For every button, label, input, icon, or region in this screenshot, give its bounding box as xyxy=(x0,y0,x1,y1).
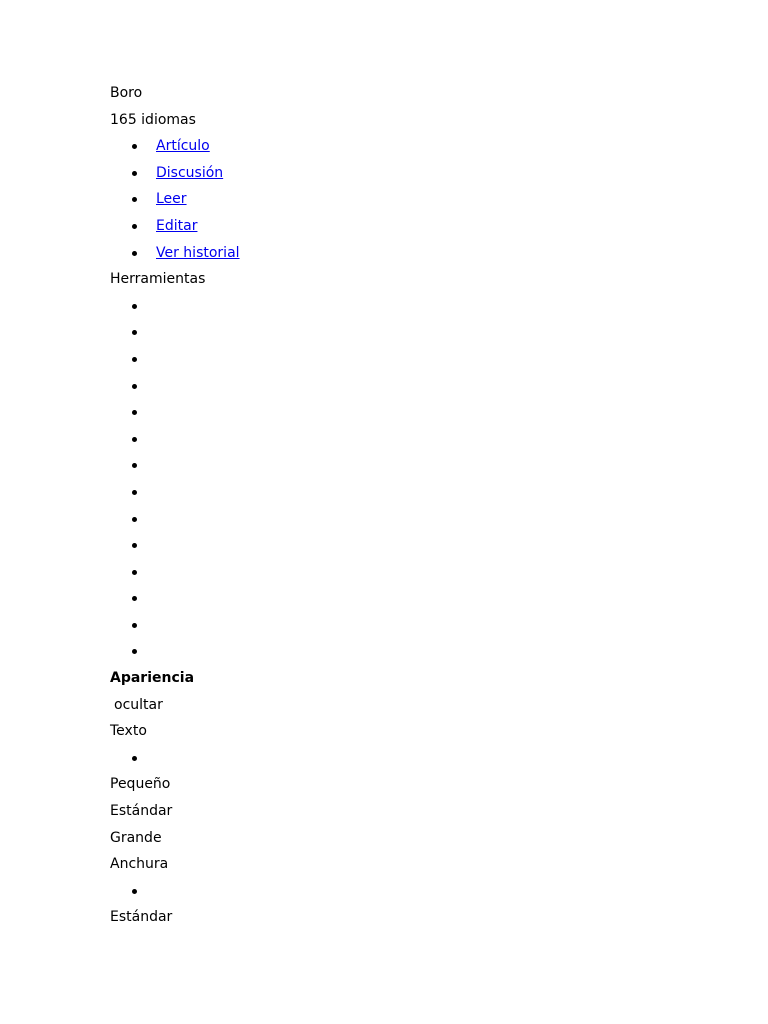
bullet-icon xyxy=(132,889,137,894)
bullet-icon xyxy=(132,623,137,628)
hide-appearance-button[interactable]: ocultar xyxy=(114,696,163,713)
page-title: Boro xyxy=(110,85,143,101)
bullet-icon xyxy=(132,330,137,335)
bullet-icon xyxy=(132,756,137,761)
nav-tab-item xyxy=(110,160,710,187)
tab-read[interactable]: Leer xyxy=(156,191,187,208)
tools-list-item[interactable] xyxy=(110,452,710,479)
appearance-heading: Apariencia xyxy=(110,670,195,687)
text-size-bullet-list xyxy=(110,745,710,772)
bullet-icon xyxy=(132,197,137,202)
bullet-icon xyxy=(132,517,137,522)
nav-tabs xyxy=(110,133,710,266)
nav-tab-item xyxy=(110,213,710,240)
text-size-option-small[interactable]: Pequeño xyxy=(110,776,171,793)
bullet-icon xyxy=(132,463,137,468)
width-label: Anchura xyxy=(110,856,169,873)
tools-list-item[interactable] xyxy=(110,373,710,400)
tools-list-item[interactable] xyxy=(110,319,710,346)
list-item xyxy=(110,745,710,772)
tools-list-item[interactable] xyxy=(110,399,710,426)
tools-list-item[interactable] xyxy=(110,506,710,533)
bullet-icon xyxy=(132,490,137,495)
bullet-icon xyxy=(132,224,137,229)
tools-list-item[interactable] xyxy=(110,532,710,559)
text-size-option-standard[interactable]: Estándar xyxy=(110,803,173,820)
bullet-icon xyxy=(132,171,137,176)
tools-list-item[interactable] xyxy=(110,559,710,586)
nav-tab-item xyxy=(110,240,710,267)
language-selector[interactable]: 165 idiomas xyxy=(110,111,196,128)
page-content xyxy=(110,80,710,931)
bullet-icon xyxy=(132,384,137,389)
list-item xyxy=(110,878,710,905)
bullet-icon xyxy=(132,596,137,601)
tools-list-item[interactable] xyxy=(110,293,710,320)
tab-view-history[interactable]: Ver historial xyxy=(156,244,240,261)
text-size-option-large[interactable]: Grande xyxy=(110,829,162,846)
width-bullet-list xyxy=(110,878,710,905)
tab-edit[interactable]: Editar xyxy=(156,217,198,234)
nav-tab-item xyxy=(110,186,710,213)
tools-list-item[interactable] xyxy=(110,346,710,373)
tools-list-item[interactable] xyxy=(110,638,710,665)
bullet-icon xyxy=(132,649,137,654)
bullet-icon xyxy=(132,304,137,309)
appearance-hide-row xyxy=(110,692,710,719)
bullet-icon xyxy=(132,251,137,256)
text-size-label: Texto xyxy=(110,723,147,740)
tools-list-item[interactable] xyxy=(110,612,710,639)
tools-list-item[interactable] xyxy=(110,426,710,453)
tab-article[interactable]: Artículo xyxy=(156,138,210,155)
tools-menu-label[interactable]: Herramientas xyxy=(110,271,206,288)
bullet-icon xyxy=(132,357,137,362)
bullet-icon xyxy=(132,570,137,575)
bullet-icon xyxy=(132,543,137,548)
bullet-icon xyxy=(132,437,137,442)
bullet-icon xyxy=(132,144,137,149)
width-option-standard[interactable]: Estándar xyxy=(110,909,173,926)
tools-list xyxy=(110,293,710,665)
tab-discussion[interactable]: Discusión xyxy=(156,164,224,181)
tools-list-item[interactable] xyxy=(110,479,710,506)
nav-tab-item xyxy=(110,133,710,160)
tools-list-item[interactable] xyxy=(110,585,710,612)
bullet-icon xyxy=(132,410,137,415)
